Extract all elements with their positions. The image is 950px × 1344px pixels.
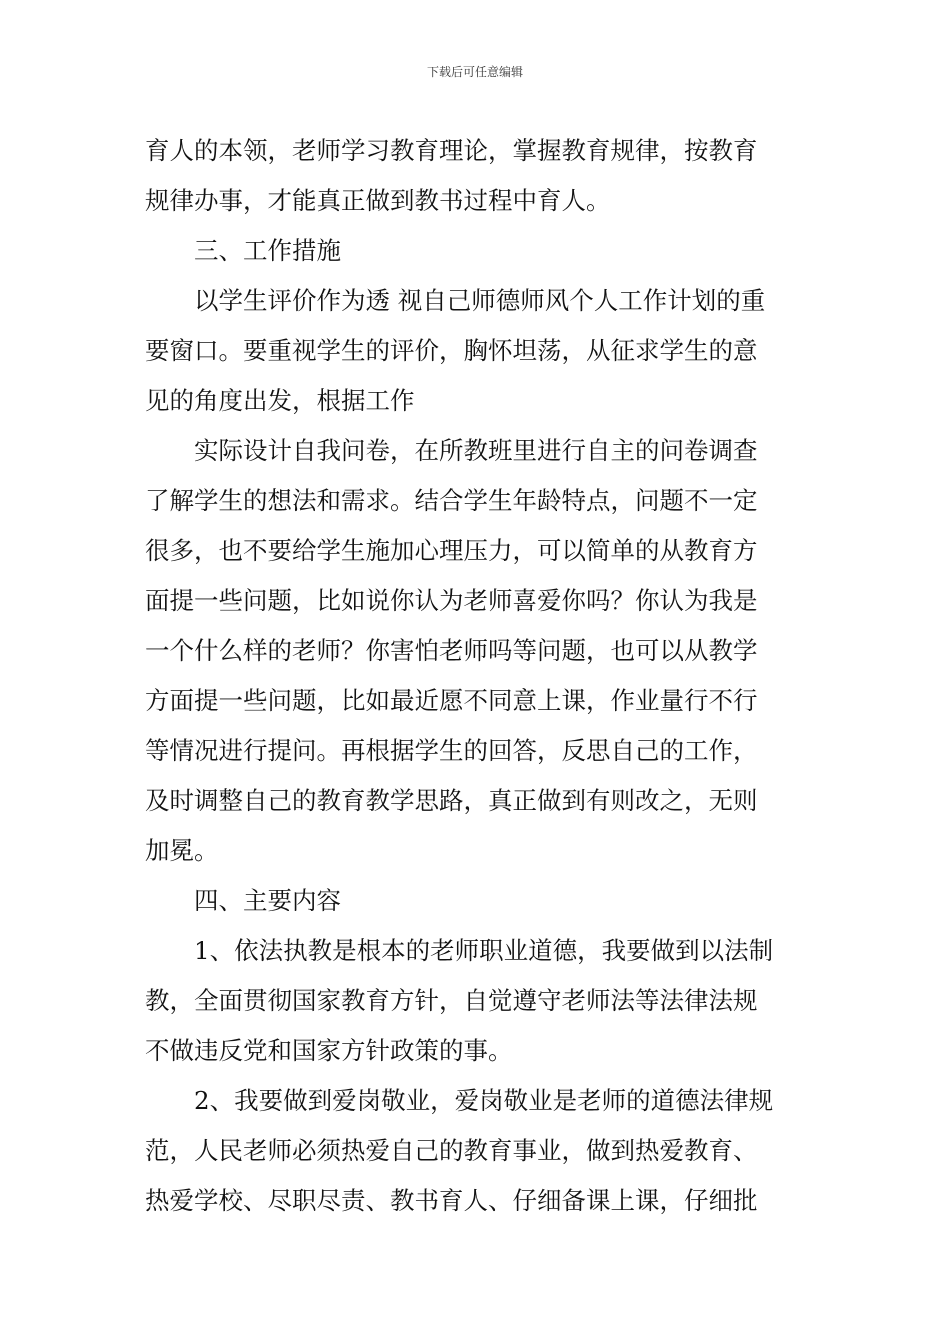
text-line: 范，人民老师必须热爱自己的教育事业，做到热爱教育、 (145, 1136, 758, 1165)
text-line: 不做违反党和国家方针政策的事。 (145, 1036, 513, 1065)
section-heading: 四、主要内容 (194, 886, 341, 915)
text-line: 以学生评价作为透 视自己师德师风个人工作计划的重 (194, 286, 766, 315)
text-line: 要窗口。要重视学生的评价，胸怀坦荡，从征求学生的意 (145, 336, 758, 365)
text-line: 规律办事，才能真正做到教书过程中育人。 (145, 186, 611, 215)
text-line: 热爱学校、尽职尽责、教书育人、仔细备课上课，仔细批 (145, 1186, 758, 1215)
text-line: 育人的本领，老师学习教育理论，掌握教育规律，按教育 (145, 136, 758, 165)
text-line: 了解学生的想法和需求。结合学生年龄特点，问题不一定 (145, 486, 758, 515)
text-line: 很多，也不要给学生施加心理压力，可以简单的从教育方 (145, 536, 758, 565)
text-line: 见的角度出发，根据工作 (145, 386, 415, 415)
text-line: 及时调整自己的教育教学思路，真正做到有则改之，无则 (145, 786, 758, 815)
text-line: 一个什么样的老师？你害怕老师吗等问题，也可以从教学 (145, 636, 758, 665)
text-line: 教，全面贯彻国家教育方针，自觉遵守老师法等法律法规 (145, 986, 758, 1015)
text-line: 2、我要做到爱岗敬业，爱岗敬业是老师的道德法律规 (194, 1086, 774, 1115)
text-line: 面提一些问题，比如说你认为老师喜爱你吗？你认为我是 (145, 586, 758, 615)
text-line: 1、依法执教是根本的老师职业道德，我要做到以法制 (194, 936, 774, 965)
text-line: 实际设计自我问卷，在所教班里进行自主的问卷调查 (194, 436, 758, 465)
text-line: 等情况进行提问。再根据学生的回答，反思自己的工作， (145, 736, 758, 765)
text-line: 方面提一些问题，比如最近愿不同意上课，作业量行不行 (145, 686, 758, 715)
page-header: 下载后可任意编辑 (426, 65, 523, 79)
section-heading: 三、工作措施 (194, 236, 341, 265)
text-line: 加冕。 (145, 836, 219, 865)
document-body (145, 126, 807, 1226)
